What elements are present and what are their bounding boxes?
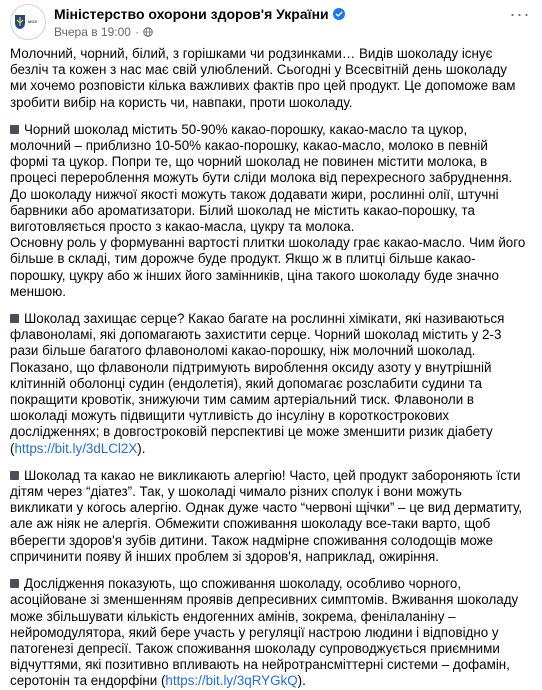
post-paragraph-composition: Чорний шоколад містить 50-90% какао-порошку, какао-масло та цукор, молочний – приблизно 10-50% какао-порошку, какао-масло, молоко в певній формі та цукор. Попри те, що чорний шоколад не повинен містити молока, в процесі перероблення можуть бути сліди молока від перехресного забруднення. До шоколаду нижчої якості можуть також додавати жири, рослинні олії, штучні барвники або ароматизатори. Білий шоколад не містить какао-порошку, та виготовляється просто з какао-масла, цукру та молока. [10,121,513,235]
post-paragraph-mood: Дослідження показують, що споживання шоколаду, особливо чорного, асоційоване зі зменшенням проявів депресивних симптомів. Вживання шоколаду може збільшувати кількість ендогенних амінів, зокрема, фенілаланіну – нейромодулятора, який бере участь у регуляції настрою людини і відповідно у патогенезі депресії. Також споживання шоколаду супроводжується приємними відчуттями, які позитивно впливають на нейротрансміттерні системи – дофамін, серотонін та ендорфіни (https://bit.ly/3qRYGkQ). [10,576,519,689]
source-link-mood[interactable]: https://bit.ly/3qRYGkQ [165,673,298,689]
page-name-row [54,5,345,23]
ministry-logo-icon: МОЗ [14,14,42,30]
page-avatar[interactable] [10,4,46,40]
time-separator: · [134,24,139,39]
post-body [10,46,526,690]
more-options-button[interactable] [504,0,536,28]
post-paragraph-heart: Шоколад захищає серце? Какао багате на рослинні хімікати, які називаються флавоноламі, які допомагають захистити серце. Чорний шоколад містить у 2-3 рази більше багатого флавоноломі какао-порошку, ніж молочний шоколад. Показано, що флавоноли підтримують вироблення оксиду азоту у внутрішній клітинній оболонці судин (ендолетія), який допомагає розслабити судини та покращити кровотік, знижуючи тим самим артеріальний тиск. Флавоноли в шоколаді можуть підвищити чутливість до інсуліну в короткострокових дослідженнях; в довгостроковій перспективі це може зменшити ризик діабету (https://bit.ly/3dLCl2X). [10,311,505,456]
post-meta [54,5,345,40]
verified-badge-icon [333,8,345,20]
post-paragraph-allergy: Шоколад та какао не викликають алергію! Часто, цей продукт забороняють їсти дітям через “діатез”. Так, у шоколаді чимало різних сполук і вони можуть викликати у когось алергію. Однак дуже часто “червоні щічки” – це вид дерматиту, але аж ніяк не алергія. Обмежити споживання шоколаду все-таки варто, щоб вберегти здоров'я зубів дитини. Також надмірне споживання солодощів може спричинити появу й інших проблем зі здоров'я, наприклад, ожиріння. [10,467,523,564]
page-name-link[interactable]: Міністерство охорони здоров'я України [54,5,329,22]
black-square-bullet-icon [10,125,19,134]
black-square-bullet-icon [10,471,19,480]
source-link-heart[interactable]: https://bit.ly/3dLCl2X [14,440,138,456]
post-header [16,0,531,42]
post-paragraph-intro: Молочний, чорний, білий, з горішками чи родзинками… Видів шоколаду існує безліч та кожен з нас має свій улюблений. Сьогодні у Всесвітній день шоколаду ми хочемо розповісти кілька важливих фактів про цей продукт. Це допоможе вам зробити вибір на користь чи, навпаки, проти шоколаду. [10,46,516,110]
post-paragraph-price: Основну роль у формуванні вартості плитки шоколаду грає какао-масло. Чим його більше в складі, тим дорожче буде продукт. Якщо ж в плитці більше какао-порошку, цукру або ж інших його замінників, ціна такого шоколаду буде значно меншою. [10,235,526,299]
post-time-row [54,24,345,40]
post-timestamp-link[interactable]: Вчера в 19:00 [54,24,131,39]
more-options-icon: ··· [509,3,531,24]
globe-icon[interactable] [143,27,153,37]
black-square-bullet-icon [10,579,19,588]
black-square-bullet-icon [10,314,19,323]
